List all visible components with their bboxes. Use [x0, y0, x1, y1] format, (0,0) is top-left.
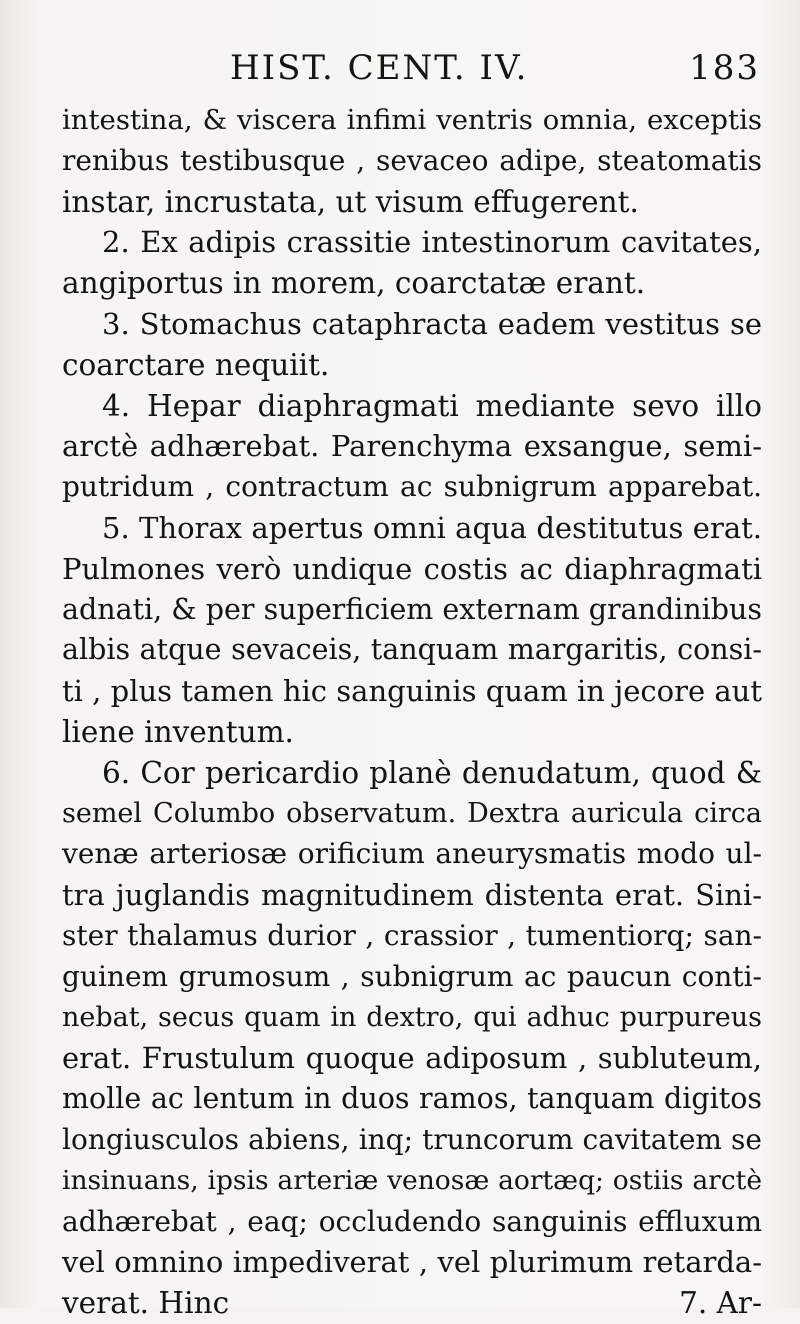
text-line: arctè adhærebat. Parenchyma exsangue, semi- [62, 429, 762, 464]
page-number: 183 [689, 48, 760, 88]
text-line: instar, incrustata, ut visum effugerent. [62, 184, 639, 219]
body-text [62, 100, 762, 1324]
text-line: ti , plus tamen hic sanguinis quam in jecore aut [62, 674, 762, 709]
text-line: ster thalamus durior , crassior , tumentiorq; san- [62, 918, 762, 952]
text-line: semel Columbo observatum. Dextra auricula circa [62, 797, 762, 829]
text-line: vel omnino impediverat , vel plurimum retarda- [62, 1245, 762, 1280]
text-line: 5. Thorax apertus omni aqua destitutus erat. [102, 510, 762, 545]
text-line: insinuans, ipsis arteriæ venosæ aortæq; ostiis arctè [62, 1164, 762, 1196]
text-line: longiusculos abiens, inq; truncorum cavitatem se [62, 1122, 762, 1156]
text-line: intestina, & viscera infimi ventris omnia, exceptis [62, 104, 762, 136]
text-line: molle ac lentum in duos ramos, tanquam digitos [62, 1082, 762, 1116]
page-header [230, 48, 770, 98]
text-line: angiportus in morem, coarctatæ erant. [62, 266, 646, 301]
final-line [62, 1283, 762, 1324]
text-line: tra juglandis magnitudinem distenta erat. Sini- [62, 878, 762, 913]
text-line: adhærebat , eaq; occludendo sanguinis effluxum [62, 1204, 762, 1238]
text-line: guinem grumosum , subnigrum ac paucun conti- [62, 959, 762, 993]
catchword: 7. Ar- [679, 1286, 762, 1321]
text-line: coarctare nequiit. [62, 347, 330, 382]
text-line: liene inventum. [62, 714, 294, 749]
text-line: 6. Cor pericardio planè denudatum, quod & [102, 755, 762, 790]
text-line: 4. Hepar diaphragmati mediante sevo illo [102, 388, 762, 423]
text-line: 2. Ex adipis crassitie intestinorum cavitates, [102, 225, 762, 260]
running-title: HIST. CENT. IV. [230, 48, 529, 88]
text-line: adnati, & per superficiem externam grandinibus [62, 592, 762, 626]
text-line: albis atque sevaceis, tanquam margaritis, consi- [62, 633, 762, 667]
text-line: putridum , contractum ac subnigrum apparebat. [62, 470, 762, 504]
text-line: renibus testibusque , sevaceo adipe, steatomatis [62, 143, 762, 177]
text-line: erat. Frustulum quoque adiposum , subluteum, [62, 1041, 762, 1076]
text-line: 3. Stomachus cataphracta eadem vestitus se [102, 306, 762, 341]
text-line: Pulmones verò undique costis ac diaphragmati [62, 551, 762, 586]
text-line: nebat, secus quam in dextro, qui adhuc purpureus [62, 1001, 762, 1033]
text-line: venæ arteriosæ orificium aneurysmatis modo ul- [62, 837, 762, 871]
text-line: verat. Hinc [62, 1286, 230, 1321]
